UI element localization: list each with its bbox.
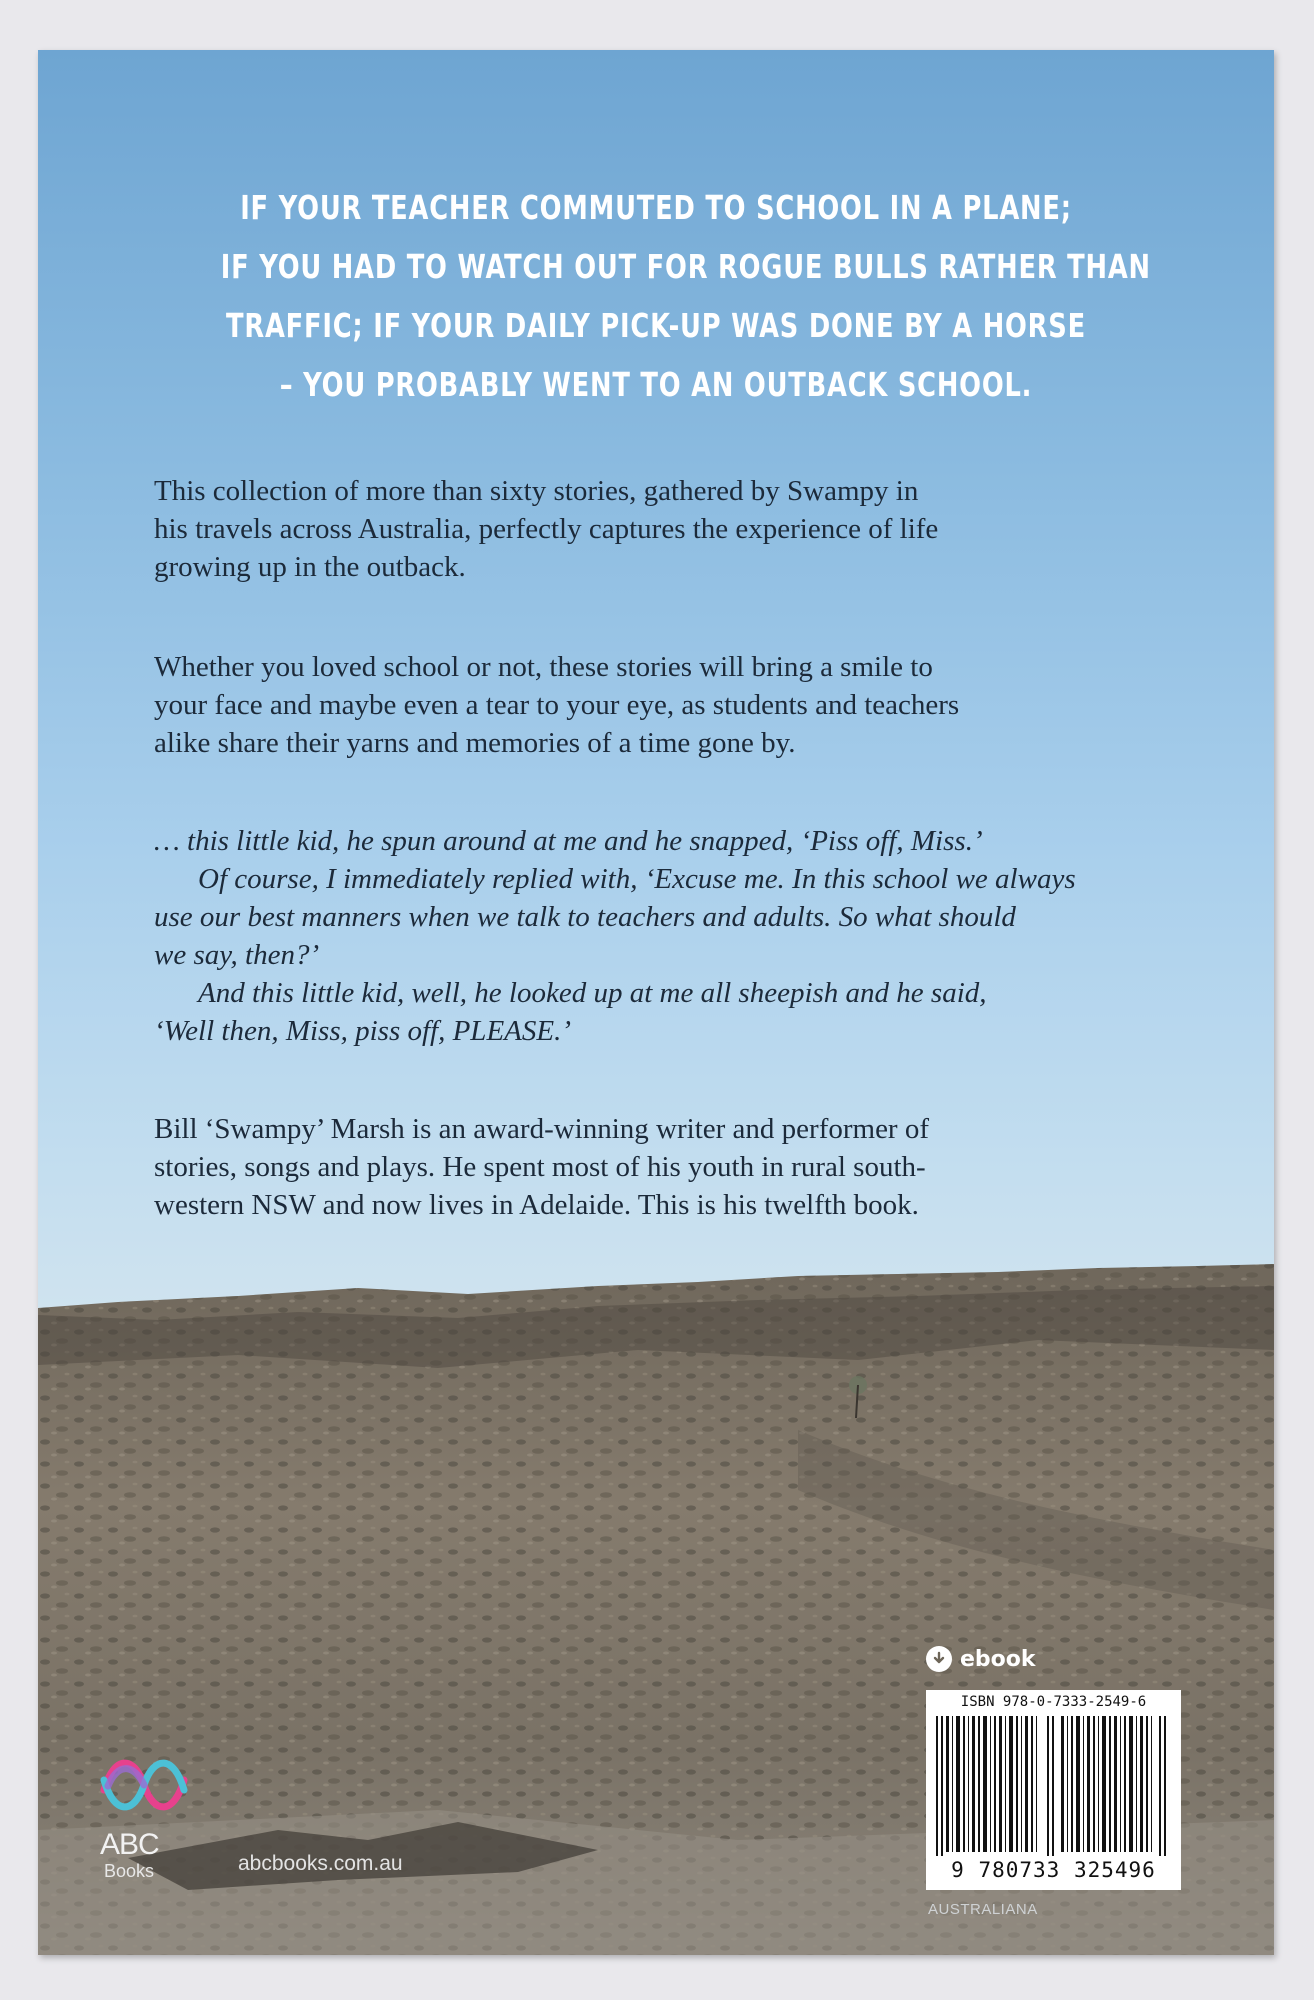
excerpt-line: use our best manners when we talk to teachers and adults. So what should <box>154 901 1016 933</box>
excerpt-line: ‘Well then, Miss, piss off, PLEASE.’ <box>154 1015 571 1047</box>
abc-logo-icon <box>94 1750 194 1820</box>
bio-line: Bill ‘Swampy’ Marsh is an award-winning writer and performer of <box>154 1113 929 1145</box>
download-arrow-icon <box>926 1646 952 1672</box>
ebook-badge <box>926 1646 1036 1672</box>
blurb-line: This collection of more than sixty stories, gathered by Swampy in <box>154 475 919 507</box>
tagline-line: – YOU PROBABLY WENT TO AN OUTBACK SCHOOL. <box>279 365 1033 404</box>
excerpt-line: … this little kid, he spun around at me and he snapped, ‘Piss off, Miss.’ <box>154 825 983 857</box>
blurb-paragraph <box>154 472 1154 586</box>
tagline <box>220 178 1151 414</box>
blurb-line: Whether you loved school or not, these stories will bring a smile to <box>154 651 933 683</box>
publisher-name: ABC <box>100 1828 159 1861</box>
isbn-number: ISBN 978-0-7333-2549-6 <box>960 1694 1147 1710</box>
blurb-line: growing up in the outback. <box>154 551 466 583</box>
barcode-digits: 9 780733 325496 <box>951 1858 1156 1882</box>
tagline-line: IF YOUR TEACHER COMMUTED TO SCHOOL IN A PLANE; <box>240 188 1072 227</box>
publisher-imprint: Books <box>104 1861 155 1881</box>
excerpt-line: And this little kid, well, he looked up at me all sheepish and he said, <box>198 977 987 1009</box>
publisher-website: abcbooks.com.au <box>238 1852 403 1875</box>
barcode-block <box>926 1690 1181 1890</box>
blurb-line: his travels across Australia, perfectly captures the experience of life <box>154 513 939 545</box>
blurb-line: alike share their yarns and memories of a time gone by. <box>154 727 796 759</box>
tagline-line: IF YOU HAD TO WATCH OUT FOR ROGUE BULLS RATHER THAN <box>220 247 1151 286</box>
tagline-line: TRAFFIC; IF YOUR DAILY PICK-UP WAS DONE BY A HORSE <box>226 306 1086 345</box>
blurb-line: your face and maybe even a tear to your eye, as students and teachers <box>154 689 960 721</box>
blurb-paragraph <box>154 648 1154 762</box>
author-bio <box>154 1110 1154 1224</box>
ebook-label: ebook <box>960 1646 1036 1672</box>
barcode-icon <box>932 1716 1175 1856</box>
bio-line: stories, songs and plays. He spent most of his youth in rural south- <box>154 1151 926 1183</box>
bio-line: western NSW and now lives in Adelaide. This is his twelfth book. <box>154 1189 919 1221</box>
book-back-cover <box>38 50 1274 1955</box>
excerpt-line: Of course, I immediately replied with, ‘Excuse me. In this school we always <box>198 863 1076 895</box>
excerpt-line: we say, then?’ <box>154 939 320 971</box>
category-label: AUSTRALIANA <box>928 1901 1038 1918</box>
excerpt-quote <box>154 822 1154 1050</box>
